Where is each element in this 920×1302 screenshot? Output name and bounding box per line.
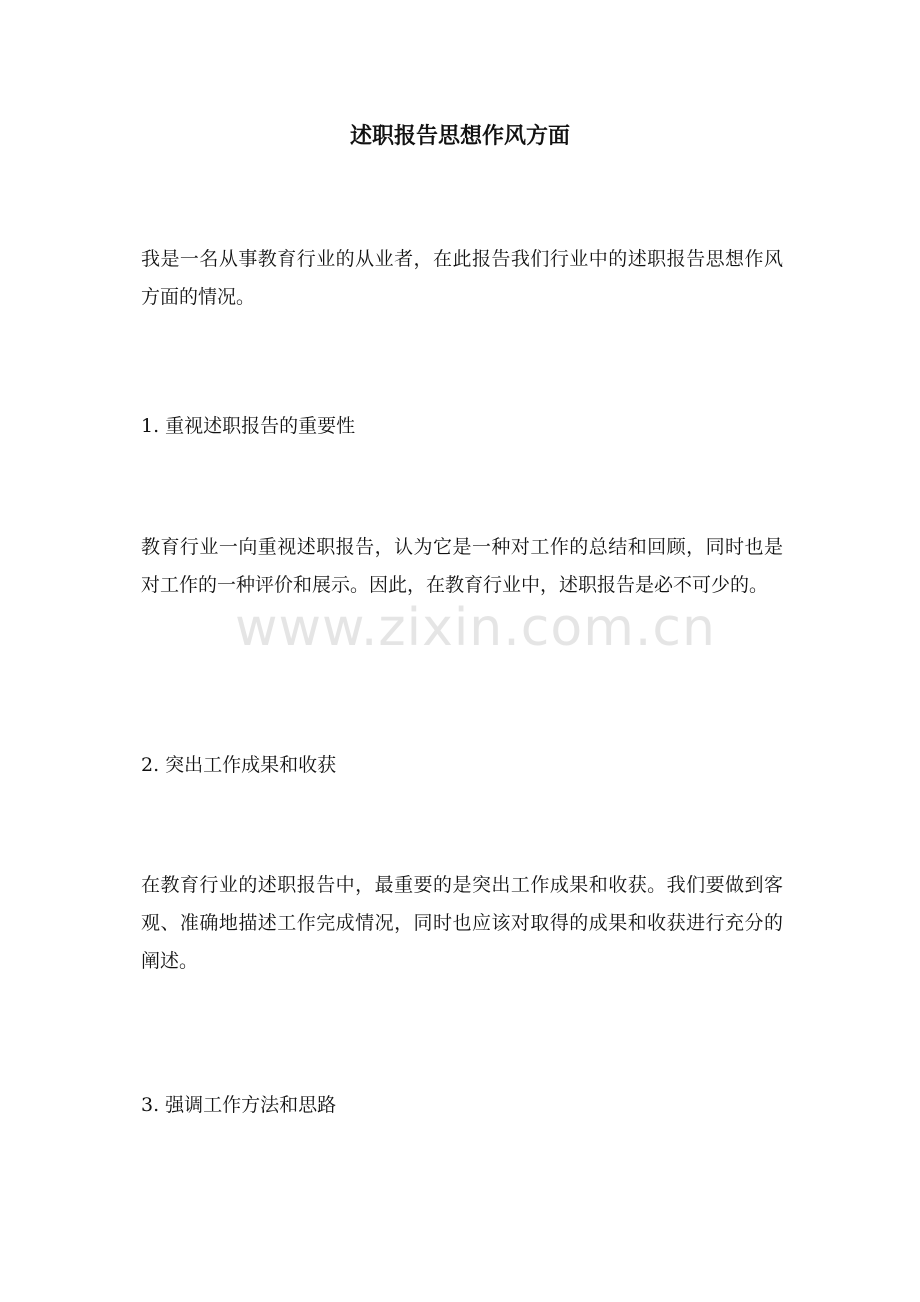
section-1-body: 教育行业一向重视述职报告，认为它是一种对工作的总结和回顾，同时也是对工作的一种评价和展示。因此，在教育行业中，述职报告是必不可少的。 bbox=[141, 536, 783, 596]
intro-paragraph: 我是一名从事教育行业的从业者，在此报告我们行业中的述职报告思想作风方面的情况。 bbox=[141, 248, 783, 308]
page-title: 述职报告思想作风方面 bbox=[349, 123, 570, 149]
section-2-body: 在教育行业的述职报告中，最重要的是突出工作成果和收获。我们要做到客观、准确地描述工作完成情况，同时也应该对取得的成果和收获进行充分的阐述。 bbox=[141, 874, 783, 972]
section-3-heading: 3. 强调工作方法和思路 bbox=[141, 1094, 337, 1116]
section-1-heading: 1. 重视述职报告的重要性 bbox=[141, 415, 356, 437]
section-2-heading: 2. 突出工作成果和收获 bbox=[141, 754, 337, 776]
watermark-text: www.zixin.com.cn bbox=[235, 598, 716, 658]
